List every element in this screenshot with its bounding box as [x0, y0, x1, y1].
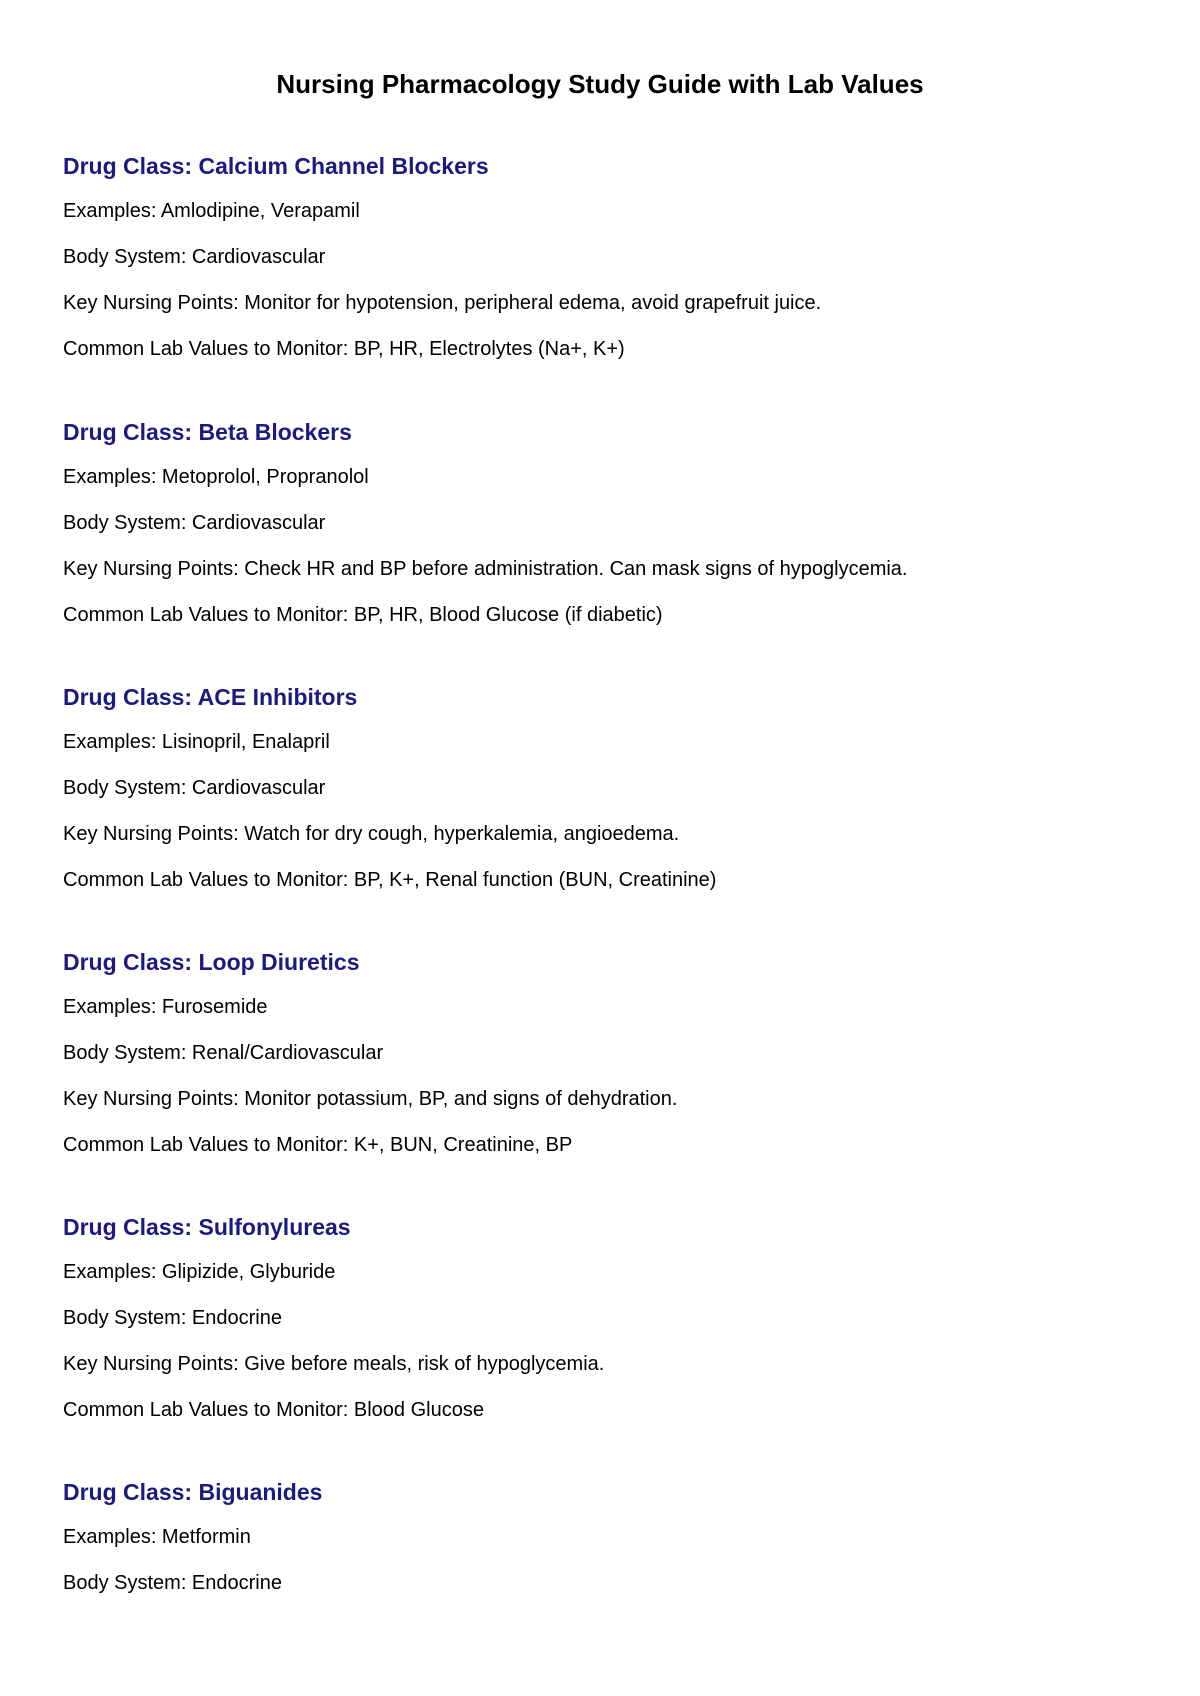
examples-line: Examples: Metformin [63, 1526, 251, 1548]
drug-class-section [63, 1213, 1163, 1423]
examples-line: Examples: Lisinopril, Enalapril [63, 731, 330, 753]
drug-class-section [63, 683, 1163, 893]
key-nursing-points-line: Key Nursing Points: Watch for dry cough, hyperkalemia, angioedema. [63, 823, 680, 845]
drug-class-section [63, 152, 1163, 362]
drug-class-heading: Drug Class: Loop Diuretics [63, 949, 360, 975]
drug-class-section [63, 1478, 1163, 1596]
drug-class-section [63, 418, 1163, 628]
body-system-line: Body System: Cardiovascular [63, 512, 326, 534]
drug-class-section [63, 948, 1163, 1158]
drug-class-heading: Drug Class: Calcium Channel Blockers [63, 153, 489, 179]
body-system-line: Body System: Endocrine [63, 1572, 282, 1594]
examples-line: Examples: Amlodipine, Verapamil [63, 200, 360, 222]
examples-line: Examples: Furosemide [63, 996, 268, 1018]
drug-class-heading: Drug Class: Beta Blockers [63, 419, 352, 445]
body-system-line: Body System: Renal/Cardiovascular [63, 1042, 384, 1064]
examples-line: Examples: Glipizide, Glyburide [63, 1261, 336, 1283]
examples-line: Examples: Metoprolol, Propranolol [63, 466, 369, 488]
lab-values-line: Common Lab Values to Monitor: BP, HR, Blood Glucose (if diabetic) [63, 604, 663, 626]
drug-class-heading: Drug Class: ACE Inhibitors [63, 684, 358, 710]
lab-values-line: Common Lab Values to Monitor: BP, K+, Renal function (BUN, Creatinine) [63, 869, 717, 891]
drug-class-heading: Drug Class: Sulfonylureas [63, 1214, 351, 1240]
key-nursing-points-line: Key Nursing Points: Monitor for hypotension, peripheral edema, avoid grapefruit juice. [63, 292, 822, 314]
key-nursing-points-line: Key Nursing Points: Give before meals, risk of hypoglycemia. [63, 1353, 605, 1375]
body-system-line: Body System: Cardiovascular [63, 246, 326, 268]
lab-values-line: Common Lab Values to Monitor: BP, HR, Electrolytes (Na+, K+) [63, 338, 625, 360]
drug-class-heading: Drug Class: Biguanides [63, 1479, 323, 1505]
lab-values-line: Common Lab Values to Monitor: Blood Glucose [63, 1399, 484, 1421]
key-nursing-points-line: Key Nursing Points: Monitor potassium, BP, and signs of dehydration. [63, 1088, 678, 1110]
body-system-line: Body System: Cardiovascular [63, 777, 326, 799]
lab-values-line: Common Lab Values to Monitor: K+, BUN, Creatinine, BP [63, 1134, 573, 1156]
document-title: Nursing Pharmacology Study Guide with Lab Values [276, 69, 924, 99]
key-nursing-points-line: Key Nursing Points: Check HR and BP before administration. Can mask signs of hypoglycemia. [63, 558, 908, 580]
body-system-line: Body System: Endocrine [63, 1307, 282, 1329]
